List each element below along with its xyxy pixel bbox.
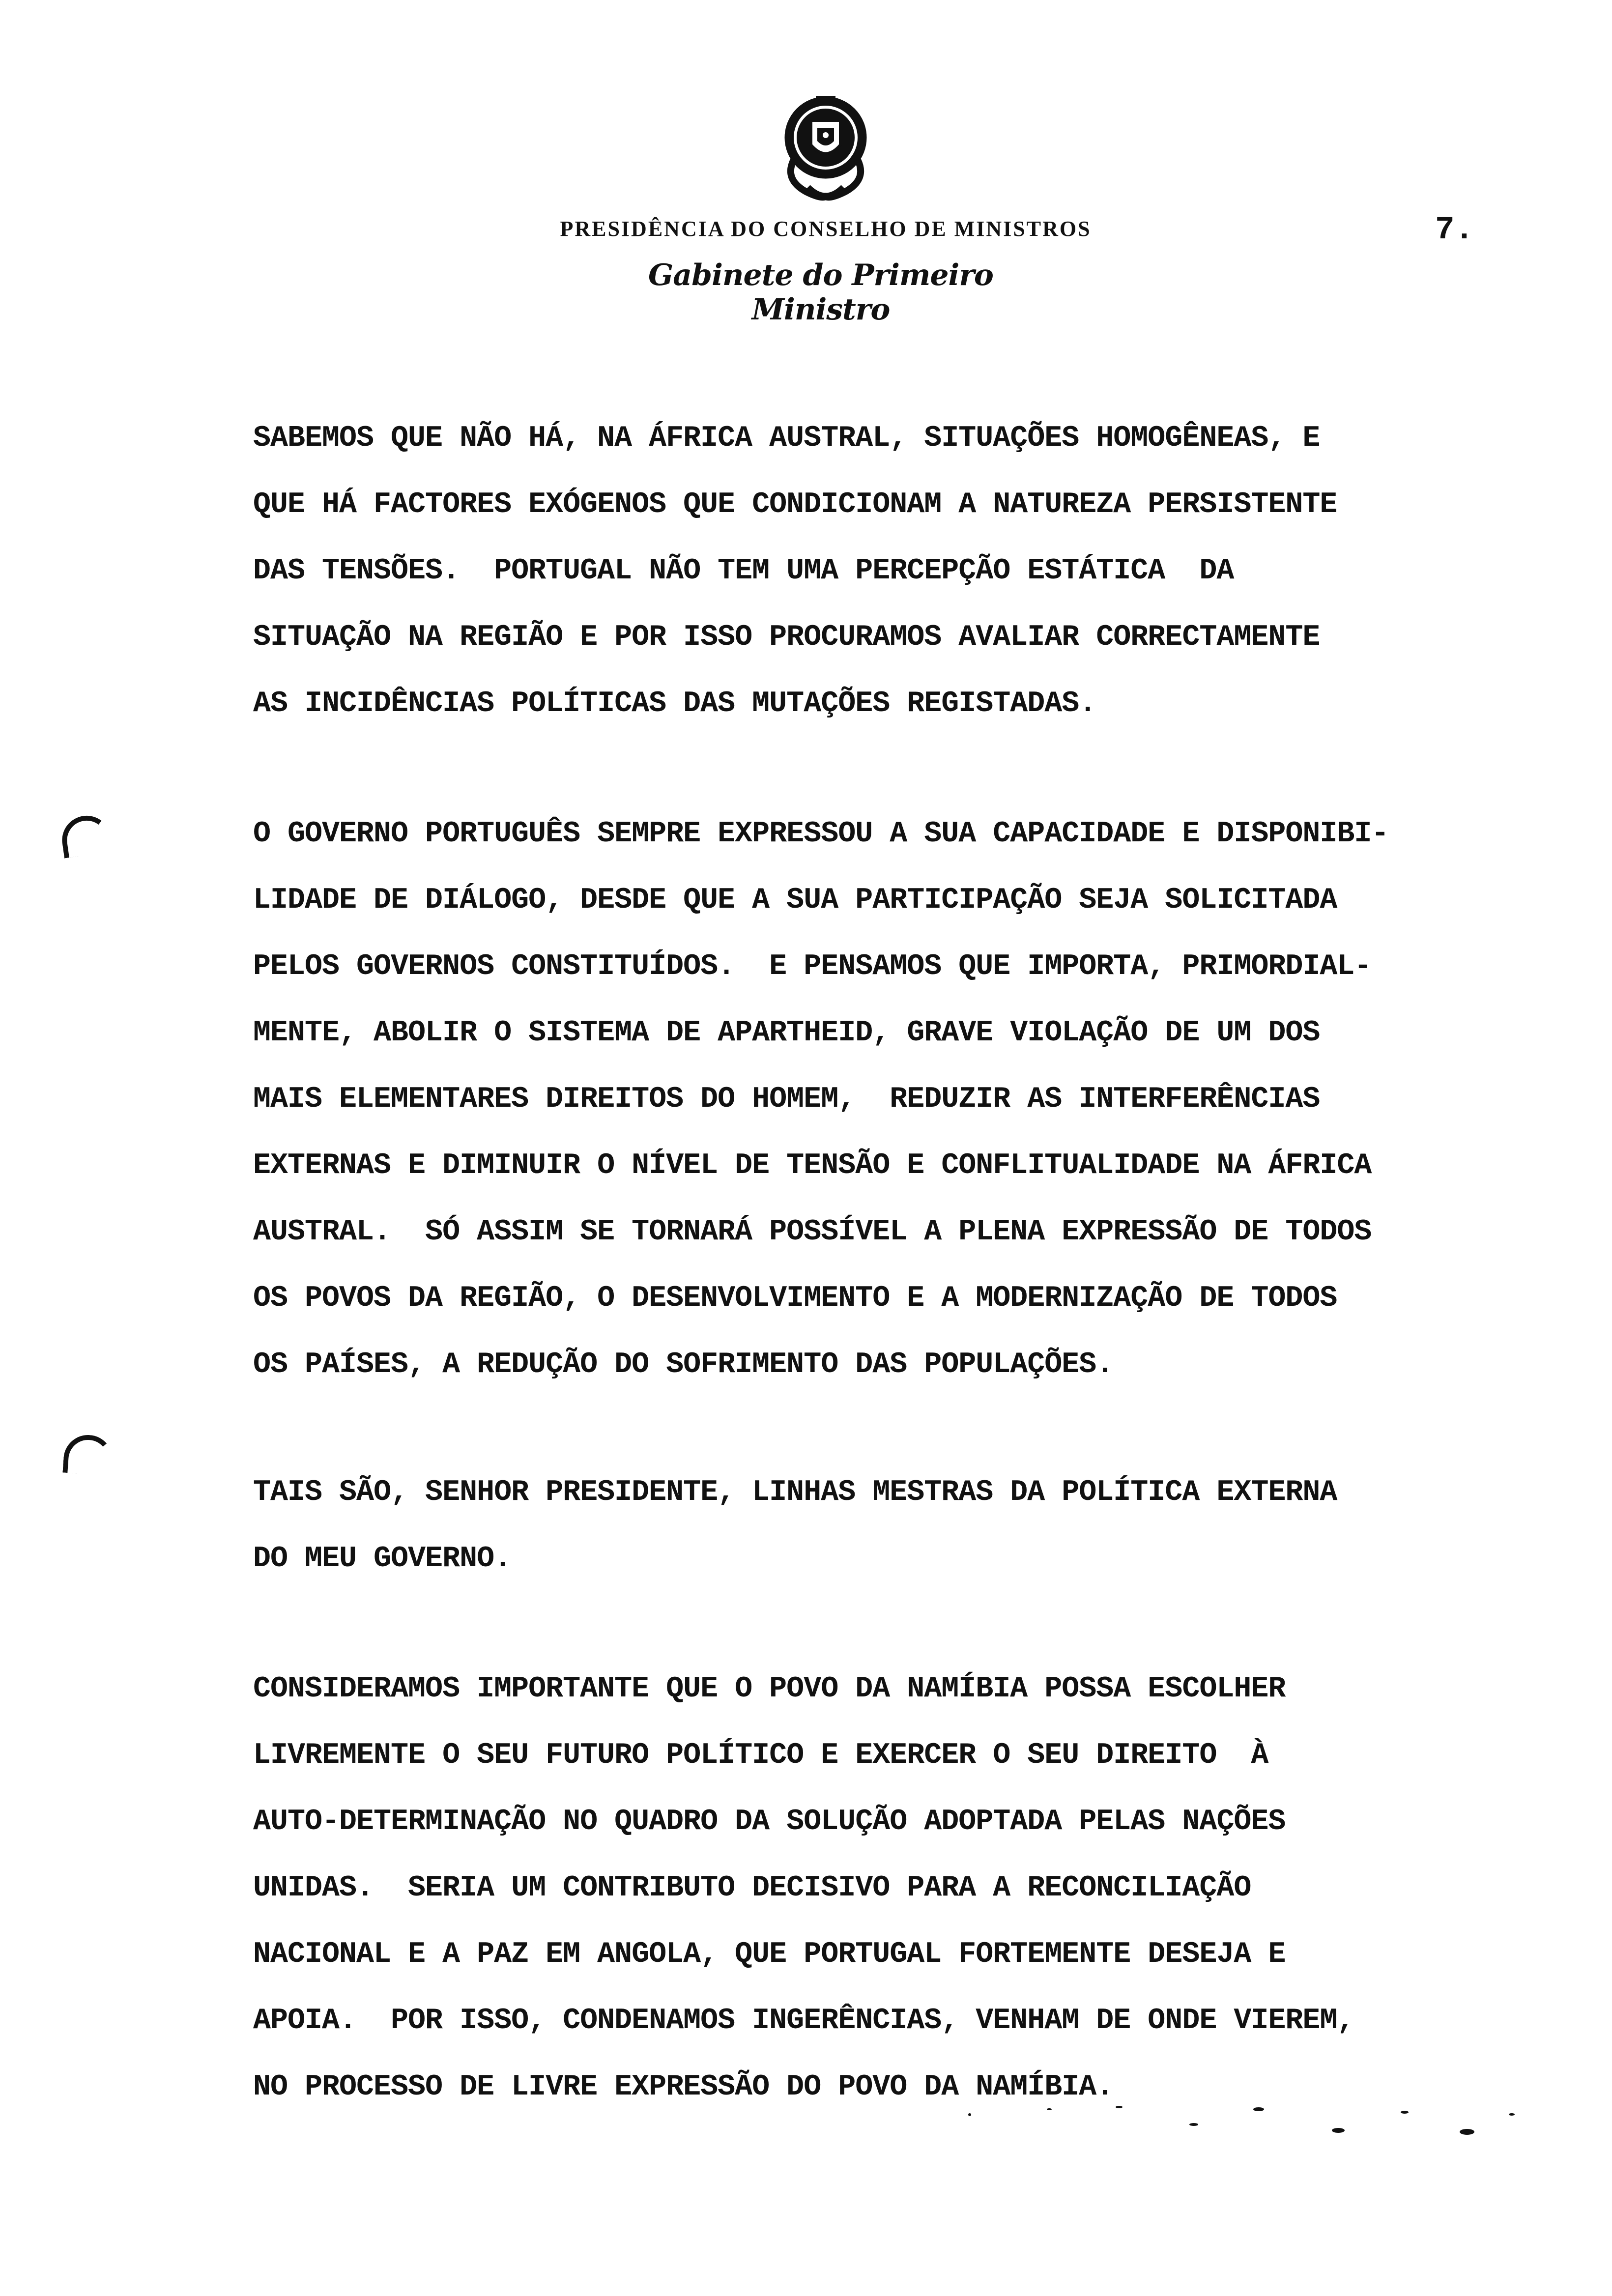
text-line: SITUAÇÃO NA REGIÃO E POR ISSO PROCURAMOS AVALIAR CORRECTAMENTE (253, 621, 1320, 654)
page-number: 7. (1435, 211, 1474, 248)
text-line: UNIDAS. SERIA UM CONTRIBUTO DECISIVO PARA A RECONCILIAÇÃO (253, 1871, 1251, 1905)
paragraph (253, 405, 1555, 737)
portuguese-coat-of-arms-icon (767, 81, 885, 209)
text-line: QUE HÁ FACTORES EXÓGENOS QUE CONDICIONAM A NATUREZA PERSISTENTE (253, 488, 1337, 521)
text-line: PELOS GOVERNOS CONSTITUÍDOS. E PENSAMOS QUE IMPORTA, PRIMORDIAL- (253, 950, 1372, 983)
text-line: NACIONAL E A PAZ EM ANGOLA, QUE PORTUGAL FORTEMENTE DESEJA E (253, 1938, 1286, 1971)
text-line: EXTERNAS E DIMINUIR O NÍVEL DE TENSÃO E CONFLITUALIDADE NA ÁFRICA (253, 1149, 1372, 1182)
scan-noise-specks (958, 2094, 1548, 2152)
margin-bracket-mark (59, 812, 113, 858)
text-line: CONSIDERAMOS IMPORTANTE QUE O POVO DA NAMÍBIA POSSA ESCOLHER (253, 1672, 1286, 1706)
text-line: AS INCIDÊNCIAS POLÍTICAS DAS MUTAÇÕES REGISTADAS. (253, 687, 1096, 720)
text-line: NO PROCESSO DE LIVRE EXPRESSÃO DO POVO DA NAMÍBIA. (253, 2070, 1114, 2104)
text-line: TAIS SÃO, SENHOR PRESIDENTE, LINHAS MESTRAS DA POLÍTICA EXTERNA (253, 1476, 1337, 1509)
text-line: DO MEU GOVERNO. (253, 1542, 512, 1576)
text-line: AUTO-DETERMINAÇÃO NO QUADRO DA SOLUÇÃO ADOPTADA PELAS NAÇÕES (253, 1805, 1286, 1838)
text-line: AUSTRAL. SÓ ASSIM SE TORNARÁ POSSÍVEL A PLENA EXPRESSÃO DE TODOS (253, 1215, 1372, 1249)
paragraph (253, 801, 1555, 1398)
text-line: LIVREMENTE O SEU FUTURO POLÍTICO E EXERCER O SEU DIREITO À (253, 1739, 1268, 1772)
text-line: OS PAÍSES, A REDUÇÃO DO SOFRIMENTO DAS POPULAÇÕES. (253, 1348, 1114, 1381)
text-line: DAS TENSÕES. PORTUGAL NÃO TEM UMA PERCEPÇÃO ESTÁTICA DA (253, 554, 1234, 588)
margin-bracket-mark (62, 1434, 114, 1476)
institution-header: PRESIDÊNCIA DO CONSELHO DE MINISTROS (560, 217, 1092, 241)
text-line: SABEMOS QUE NÃO HÁ, NA ÁFRICA AUSTRAL, SITUAÇÕES HOMOGÊNEAS, E (253, 422, 1320, 455)
paragraph (253, 1460, 1555, 1592)
office-subheader: Gabinete do Primeiro Ministro (648, 258, 993, 327)
text-line: O GOVERNO PORTUGUÊS SEMPRE EXPRESSOU A SUA CAPACIDADE E DISPONIBI- (253, 817, 1389, 851)
text-line: MENTE, ABOLIR O SISTEMA DE APARTHEID, GRAVE VIOLAÇÃO DE UM DOS (253, 1016, 1320, 1050)
text-line: MAIS ELEMENTARES DIREITOS DO HOMEM, REDUZIR AS INTERFERÊNCIAS (253, 1083, 1320, 1116)
text-line: APOIA. POR ISSO, CONDENAMOS INGERÊNCIAS, VENHAM DE ONDE VIEREM, (253, 2004, 1354, 2038)
text-line: LIDADE DE DIÁLOGO, DESDE QUE A SUA PARTICIPAÇÃO SEJA SOLICITADA (253, 884, 1337, 917)
text-line: OS POVOS DA REGIÃO, O DESENVOLVIMENTO E A MODERNIZAÇÃO DE TODOS (253, 1282, 1337, 1315)
paragraph (253, 1656, 1555, 2121)
